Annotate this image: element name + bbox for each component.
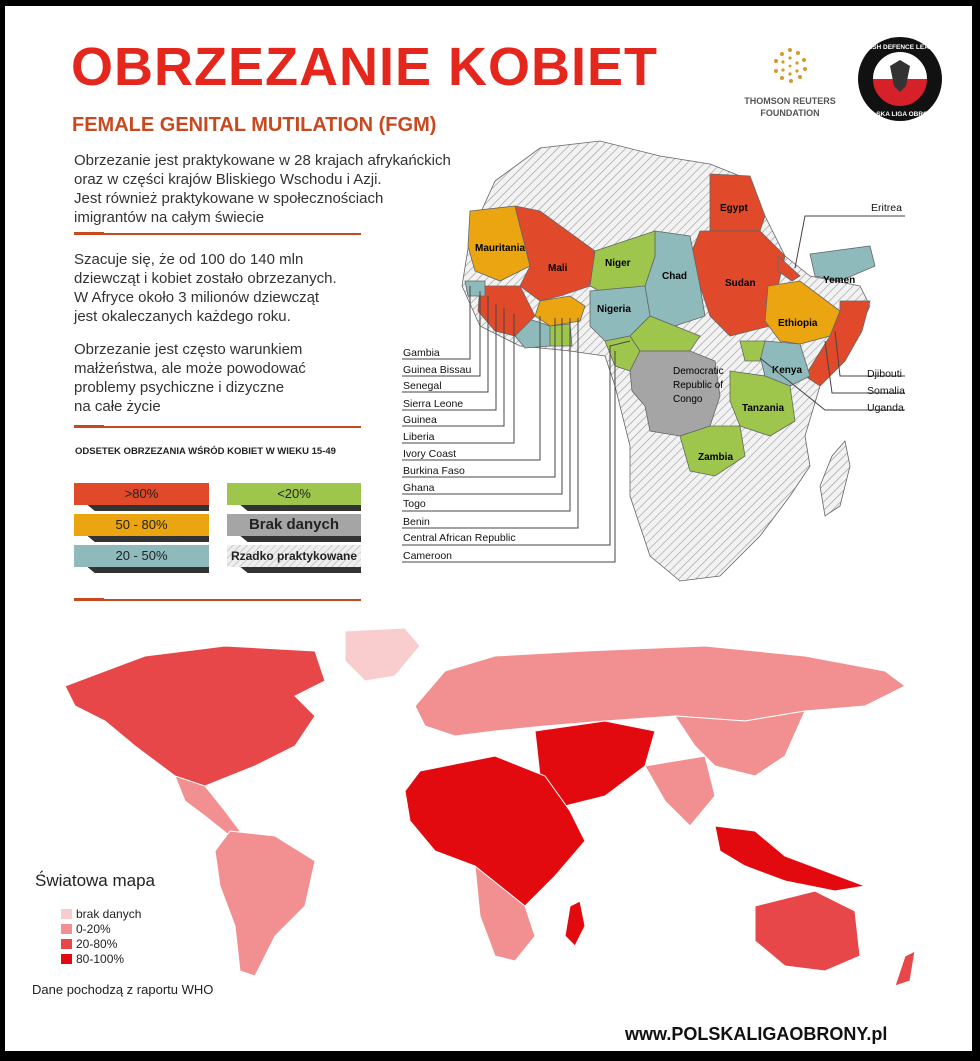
polish-defence-league-seal	[857, 36, 943, 122]
callout-burkina-faso: Burkina Faso	[403, 465, 465, 477]
legend-swatch	[61, 909, 72, 919]
callout-sierra-leone: Sierra Leone	[403, 398, 464, 410]
world-legend-item: 0-20%	[61, 922, 111, 936]
tr-logo-text: THOMSON REUTERS FOUNDATION	[744, 96, 836, 118]
callout-somalia: Somalia	[867, 385, 905, 397]
legend-chip-50-80: 50 - 80%	[74, 514, 209, 536]
label-tanzania: Tanzania	[742, 403, 785, 414]
label-ethiopia: Ethiopia	[778, 318, 818, 329]
callout-ghana: Ghana	[403, 482, 435, 494]
label-niger: Niger	[605, 258, 631, 269]
legend-swatch	[61, 924, 72, 934]
callout-cameroon: Cameroon	[403, 550, 453, 562]
label-mauritania: Mauritania	[475, 243, 526, 254]
divider	[74, 233, 361, 235]
label-drc-1: Democratic	[673, 366, 724, 377]
legend-title: ODSETEK OBRZEZANIA WŚRÓD KOBIET W WIEKU 15-49	[75, 446, 336, 457]
label-zambia: Zambia	[698, 452, 734, 463]
callout-togo: Togo	[403, 498, 426, 510]
legend-chip-20-50: 20 - 50%	[74, 545, 209, 567]
svg-text:POLISH DEFENCE LEAGUE: POLISH DEFENCE LEAGUE	[857, 44, 943, 51]
svg-text:POLSKA LIGA OBRONY: POLSKA LIGA OBRONY	[862, 111, 938, 118]
callout-benin: Benin	[403, 516, 430, 528]
label-kenya: Kenya	[772, 365, 803, 376]
callout-guinea-bissau: Guinea Bissau	[403, 364, 472, 376]
divider	[74, 426, 361, 428]
world-legend-item: 80-100%	[61, 952, 124, 966]
intro-paragraph: Obrzezanie jest praktykowane w 28 krajach afrykańckich oraz w części krajów Bliskiego Wschodu i Azji. Jest również praktykowane w społecznościach imigrantów na całym świecie	[74, 152, 451, 226]
legend-chip-under20: <20%	[227, 483, 361, 505]
callout-senegal: Senegal	[403, 380, 442, 392]
callout-uganda: Uganda	[867, 402, 904, 414]
label-drc-3: Congo	[673, 394, 703, 405]
estimate-paragraph: Szacuje się, że od 100 do 140 mln dziewcząt i kobiet zostało obrzezanych. W Afryce około 3 milionów dziewcząt jest okaleczanych każdego roku.	[74, 251, 337, 325]
callout-liberia: Liberia	[403, 431, 435, 443]
legend-chip-80plus: >80%	[74, 483, 209, 505]
legend-swatch	[61, 939, 72, 949]
label-drc-2: Republic of	[673, 380, 724, 391]
label-nigeria: Nigeria	[597, 304, 631, 315]
tr-dots-icon	[770, 46, 810, 86]
callout-lines	[400, 286, 630, 566]
consequences-paragraph: Obrzezanie jest często warunkiem małżeństwa, ale może powodować problemy psychiczne i dizyczne na całe życie	[74, 341, 306, 415]
world-legend-item: 20-80%	[61, 937, 117, 951]
legend-chip-rarely: Rzadko praktykowane	[227, 545, 361, 567]
callout-djibouti: Djibouti	[867, 368, 903, 380]
label-mali: Mali	[548, 263, 568, 274]
callout-ivory-coast: Ivory Coast	[403, 448, 457, 460]
divider	[74, 599, 361, 601]
callout-car: Central African Republic	[403, 532, 516, 544]
world-legend-title: Światowa mapa	[35, 871, 156, 890]
world-map	[25, 626, 955, 996]
infographic	[5, 6, 972, 1051]
page-title: OBRZEZANIE KOBIET	[71, 37, 659, 97]
legend-swatch	[61, 954, 72, 964]
label-yemen: Yemen	[823, 275, 856, 286]
world-legend-item: brak danych	[61, 907, 141, 921]
page-subtitle: FEMALE GENITAL MUTILATION (FGM)	[72, 114, 437, 136]
thomson-reuters-logo	[725, 46, 855, 126]
label-egypt: Egypt	[720, 203, 748, 214]
legend-chip-no-data: Brak danych	[227, 514, 361, 536]
label-sudan: Sudan	[725, 278, 756, 289]
callout-eritrea: Eritrea	[871, 202, 902, 214]
callout-guinea: Guinea	[403, 414, 437, 426]
site-url[interactable]: www.POLSKALIGAOBRONY.pl	[625, 1024, 888, 1044]
label-chad: Chad	[662, 271, 687, 282]
callout-gambia: Gambia	[403, 347, 440, 359]
source-note: Dane pochodzą z raportu WHO	[32, 982, 214, 997]
